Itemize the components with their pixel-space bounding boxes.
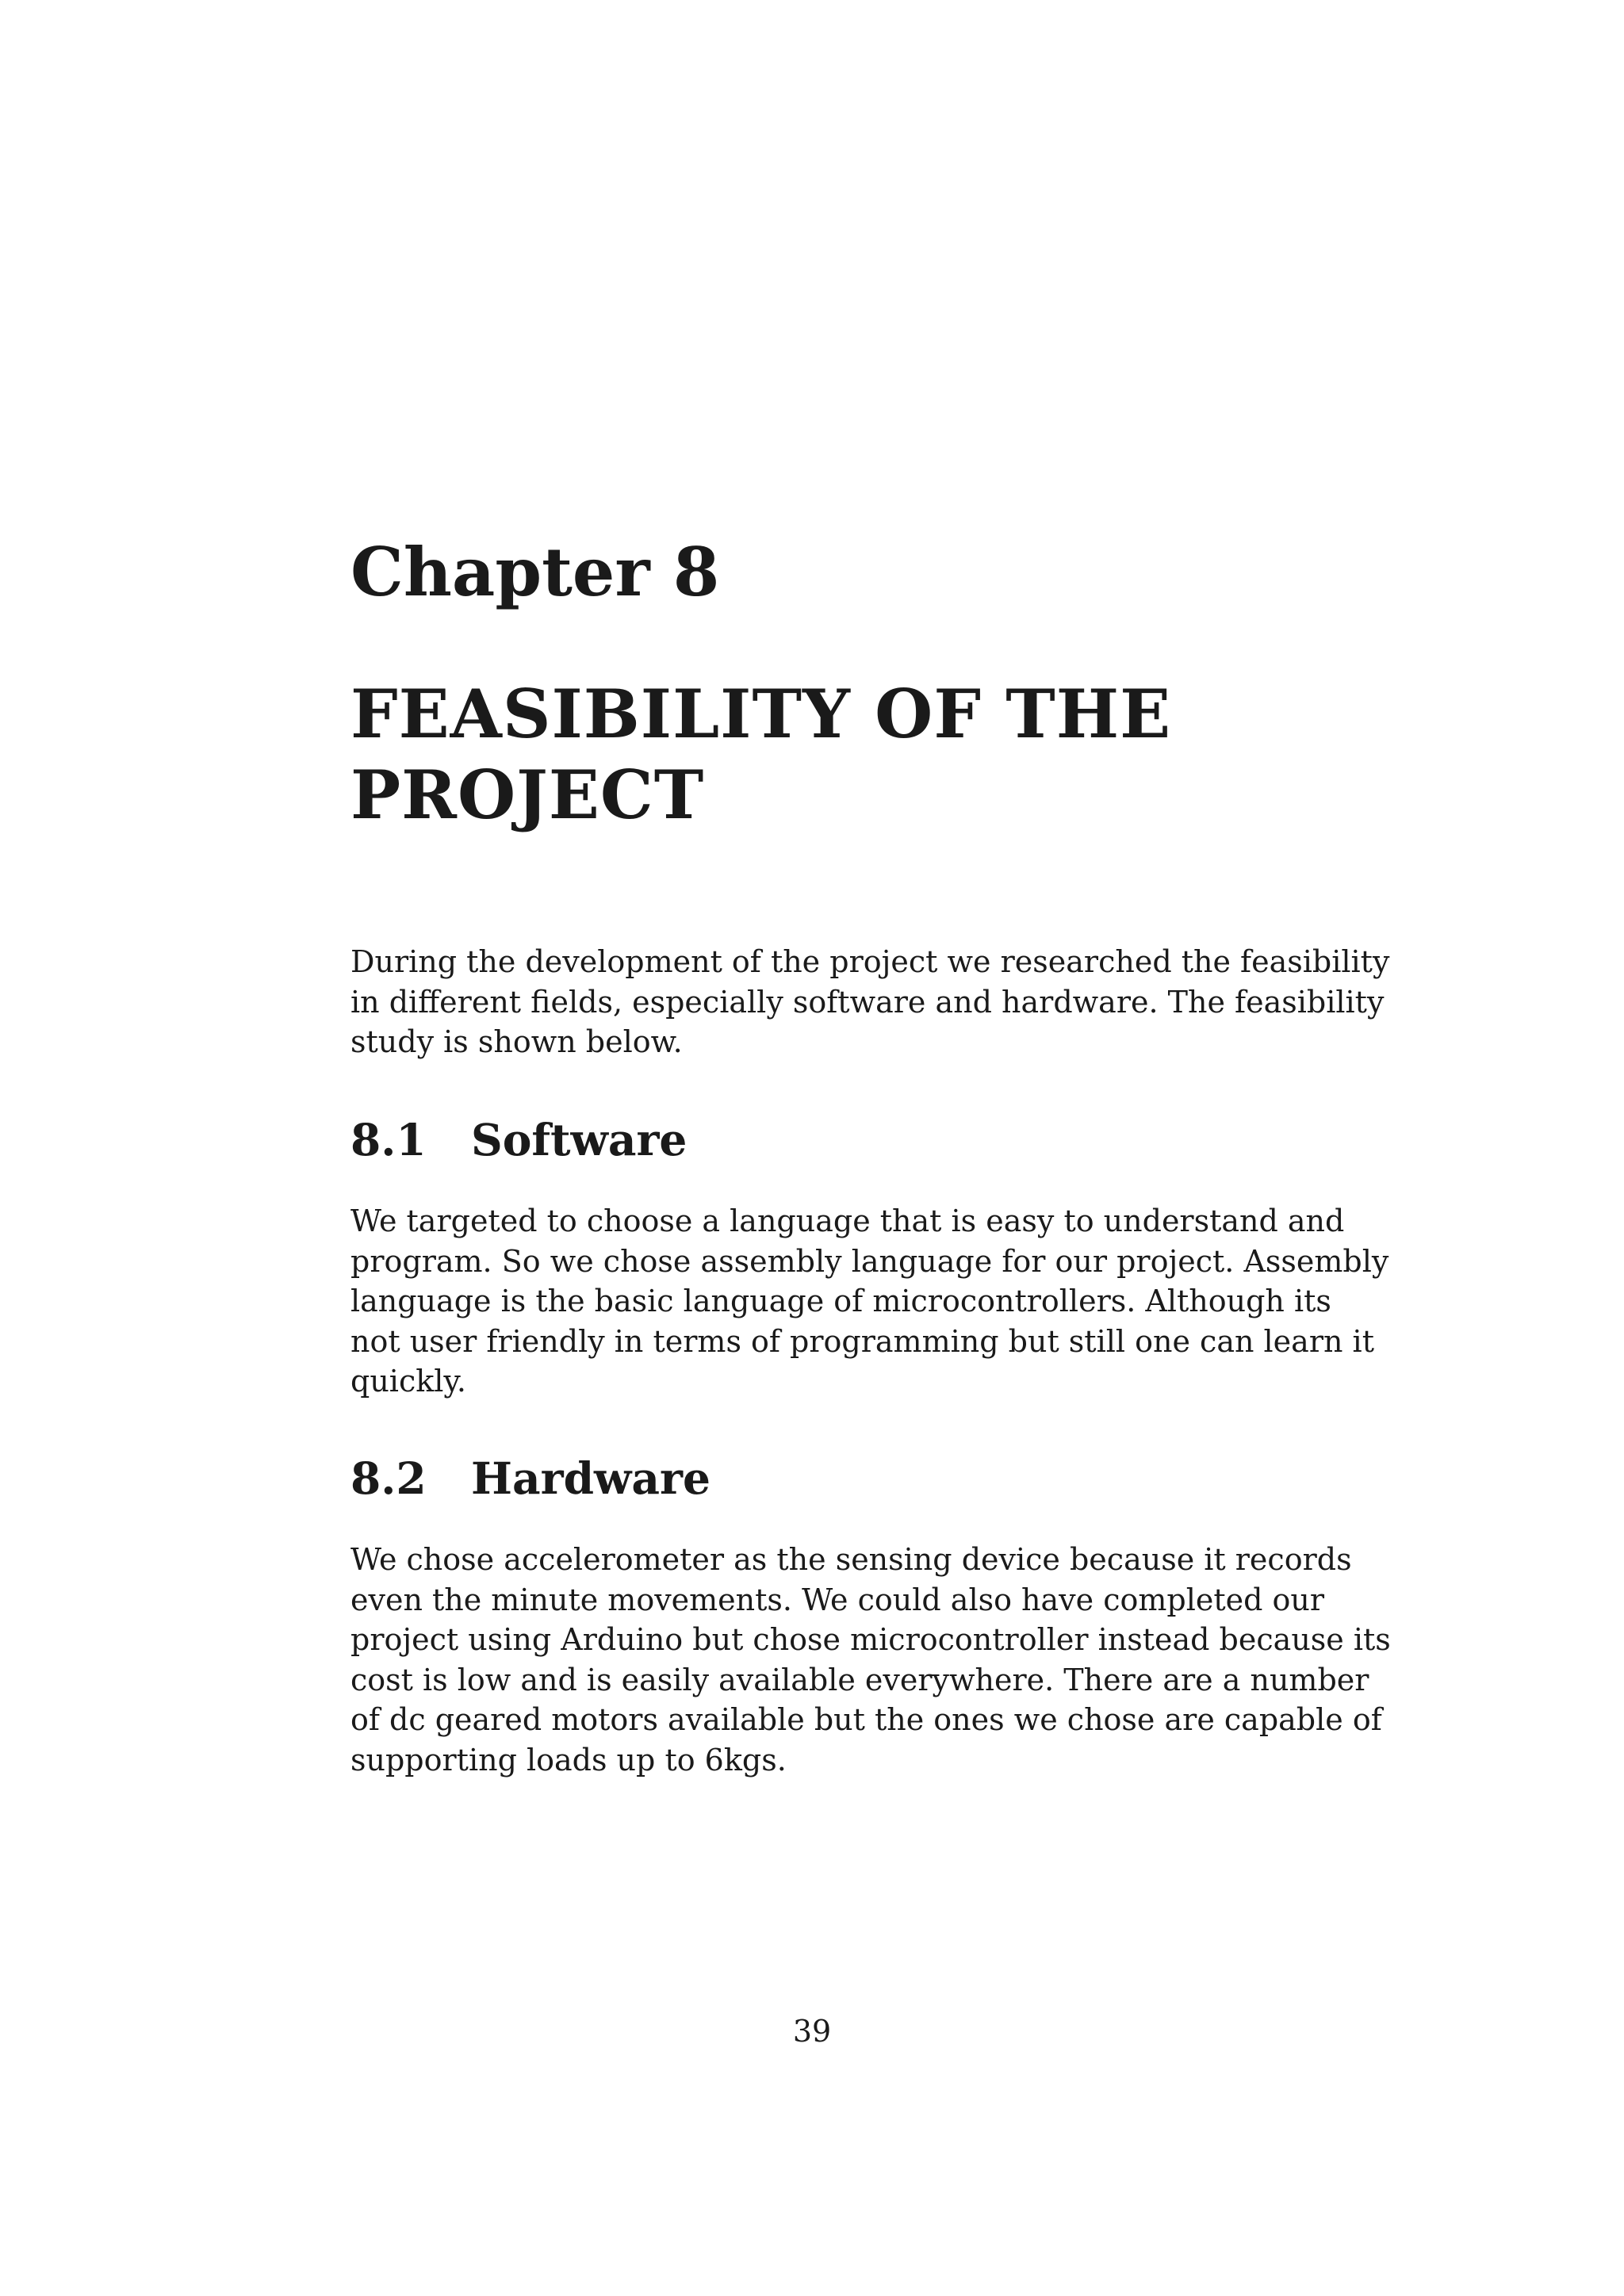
section-heading-hardware xyxy=(350,1452,1286,1505)
paragraph-line: language is the basic language of microcontrollers. Although its xyxy=(350,1284,1331,1318)
chapter-title xyxy=(350,674,1286,836)
section-title: Software xyxy=(471,1114,688,1165)
section-number: 8.1 xyxy=(350,1114,427,1165)
page-number: 39 xyxy=(792,2014,832,2049)
paragraph-line: quickly. xyxy=(350,1364,466,1399)
paragraph-line: not user friendly in terms of programming but still one can learn it xyxy=(350,1323,1374,1359)
paragraph-line: We chose accelerometer as the sensing device because it records xyxy=(350,1542,1352,1577)
paragraph-line: We targeted to choose a language that is easy to understand and xyxy=(350,1203,1345,1238)
paragraph-line: even the minute movements. We could also have completed our xyxy=(350,1582,1325,1617)
paragraph-line: of dc geared motors available but the ones we chose are capable of xyxy=(350,1702,1382,1737)
paragraph-line: supporting loads up to 6kgs. xyxy=(350,1742,787,1777)
paragraph-line: in different fields, especially software and hardware. The feasibility xyxy=(350,984,1385,1020)
section-title: Hardware xyxy=(471,1452,710,1504)
paragraph-line: program. So we chose assembly language for our project. Assembly xyxy=(350,1243,1389,1279)
chapter-label: Chapter 8 xyxy=(350,533,720,611)
paragraph-line: During the development of the project we researched the feasibility xyxy=(350,944,1390,979)
software-paragraph xyxy=(350,1201,1389,1402)
intro-paragraph xyxy=(350,942,1390,1062)
hardware-paragraph xyxy=(350,1540,1391,1780)
paragraph-line: cost is low and is easily available everywhere. There are a number xyxy=(350,1662,1369,1697)
chapter-title-line: FEASIBILITY OF THE xyxy=(350,675,1172,753)
paragraph-line: study is shown below. xyxy=(350,1024,683,1059)
section-heading-software xyxy=(350,1114,1286,1166)
section-number: 8.2 xyxy=(350,1452,427,1504)
paragraph-line: project using Arduino but chose microcontroller instead because its xyxy=(350,1622,1391,1657)
chapter-title-line: PROJECT xyxy=(350,756,705,834)
